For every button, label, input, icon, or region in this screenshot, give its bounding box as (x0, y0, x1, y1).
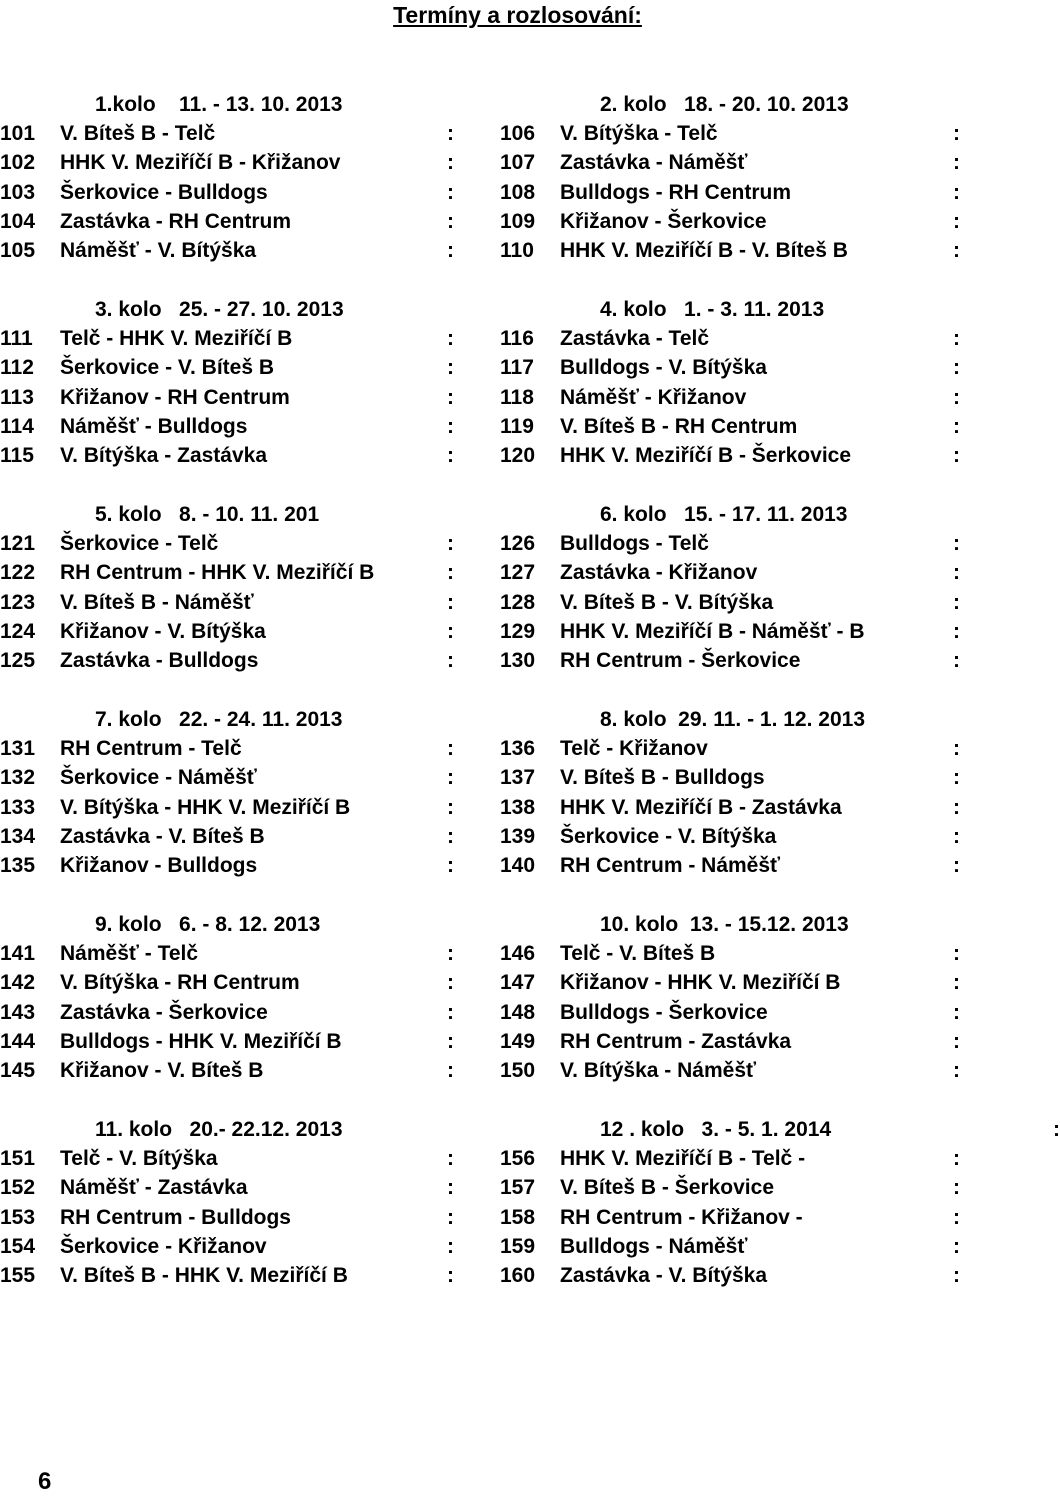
match-teams: Šerkovice - V. Bítýška (560, 824, 777, 848)
match-number: 145 (0, 1059, 36, 1083)
round-row (0, 295, 960, 500)
match-row (0, 646, 460, 675)
match-number: 148 (500, 1000, 536, 1024)
round-block (0, 500, 460, 705)
match-teams: V. Bítýška - HHK V. Meziříčí B (60, 795, 351, 819)
match-row (500, 646, 960, 675)
match-number: 105 (0, 239, 36, 263)
match-score-colon: : (447, 619, 454, 643)
match-teams: Telč - Křižanov (560, 737, 708, 760)
match-row (500, 1144, 960, 1173)
match-score-colon: : (447, 209, 454, 233)
match-teams: Šerkovice - V. Bíteš B (60, 356, 274, 380)
round-header (600, 1115, 1060, 1144)
round-header-text: 4. kolo 1. - 3. 11. 2013 (600, 298, 825, 321)
match-row (500, 939, 960, 968)
match-teams: Telč - HHK V. Meziříčí B (60, 327, 293, 350)
match-number: 135 (0, 854, 36, 878)
round-header-text: 11. kolo 20.- 22.12. 2013 (95, 1118, 343, 1141)
round-row (0, 1115, 1060, 1320)
match-number: 132 (0, 766, 36, 790)
match-teams: HHK V. Meziříčí B - Křižanov (60, 151, 341, 175)
rounds-grid (0, 90, 1060, 1320)
match-score-colon: : (953, 824, 960, 848)
match-row (0, 939, 460, 968)
match-list (0, 1144, 460, 1290)
match-number: 111 (0, 327, 33, 350)
match-score-colon: : (953, 971, 960, 995)
match-score-colon: : (953, 1176, 960, 1200)
match-teams: V. Bítýška - Zastávka (60, 444, 268, 468)
match-number: 116 (500, 327, 534, 350)
match-row (500, 734, 960, 763)
match-score-colon: : (953, 619, 960, 643)
match-number: 155 (0, 1264, 36, 1288)
match-teams: RH Centrum - Šerkovice (560, 649, 801, 673)
match-row (500, 851, 960, 880)
match-score-colon: : (447, 649, 454, 673)
match-score-colon: : (447, 239, 454, 263)
match-number: 117 (500, 356, 534, 380)
match-score-colon: : (953, 649, 960, 673)
match-score-colon: : (447, 795, 454, 819)
match-teams: Bulldogs - Telč (560, 532, 709, 555)
match-list (500, 939, 960, 1085)
match-score-colon: : (953, 209, 960, 233)
match-row (0, 324, 460, 353)
match-score-colon: : (447, 1176, 454, 1200)
match-number: 158 (500, 1205, 536, 1229)
match-row (500, 148, 960, 177)
match-teams: Šerkovice - Telč (60, 532, 219, 555)
match-teams: HHK V. Meziříčí B - Náměšť - B (560, 619, 865, 643)
match-teams: RH Centrum - Náměšť (560, 854, 781, 878)
match-row (0, 558, 460, 587)
match-number: 109 (500, 209, 536, 233)
match-score-colon: : (447, 1205, 454, 1229)
match-score-colon: : (447, 766, 454, 790)
match-number: 131 (0, 737, 36, 760)
match-number: 141 (0, 942, 36, 965)
match-score-colon: : (447, 1147, 454, 1170)
match-teams: HHK V. Meziříčí B - V. Bíteš B (560, 239, 848, 263)
round-block (500, 705, 960, 910)
match-row (0, 1261, 460, 1290)
match-row (0, 1203, 460, 1232)
match-row (0, 178, 460, 207)
round-row (0, 910, 960, 1115)
match-number: 142 (0, 971, 36, 995)
round-block (500, 1115, 1060, 1320)
match-row (0, 529, 460, 558)
match-number: 125 (0, 649, 36, 673)
match-score-colon: : (953, 561, 960, 585)
match-list (0, 324, 460, 470)
match-score-colon: : (953, 180, 960, 204)
match-score-colon: : (447, 737, 454, 760)
match-number: 150 (500, 1059, 536, 1083)
match-number: 144 (0, 1029, 36, 1053)
match-row (0, 441, 460, 470)
match-number: 118 (500, 385, 534, 409)
match-teams: Křižanov - Bulldogs (60, 854, 258, 878)
match-teams: V. Bíteš B - HHK V. Meziříčí B (60, 1264, 348, 1288)
match-score-colon: : (953, 532, 960, 555)
round-block (0, 1115, 460, 1320)
match-row (500, 1261, 960, 1290)
round-header-text: 8. kolo 29. 11. - 1. 12. 2013 (600, 708, 866, 731)
match-row (500, 793, 960, 822)
match-number: 126 (500, 532, 536, 555)
match-teams: Zastávka - V. Bítýška (560, 1264, 768, 1288)
match-row (0, 588, 460, 617)
match-score-colon: : (447, 942, 454, 965)
match-score-colon: : (447, 824, 454, 848)
match-row (500, 1232, 960, 1261)
match-row (0, 353, 460, 382)
match-score-colon: : (953, 1059, 960, 1083)
match-teams: V. Bíteš B - V. Bítýška (560, 590, 774, 614)
match-teams: RH Centrum - Křižanov - (560, 1205, 803, 1229)
match-row (0, 1027, 460, 1056)
match-teams: Náměšť - Zastávka (60, 1176, 248, 1200)
match-teams: RH Centrum - HHK V. Meziříčí B (60, 561, 375, 585)
match-number: 110 (500, 239, 534, 263)
match-number: 157 (500, 1176, 536, 1200)
match-row (0, 1232, 460, 1261)
match-number: 139 (500, 824, 536, 848)
match-score-colon: : (953, 444, 960, 468)
round-header (95, 295, 344, 324)
match-row (500, 588, 960, 617)
match-number: 123 (0, 590, 36, 614)
match-number: 128 (500, 590, 536, 614)
match-row (500, 353, 960, 382)
match-number: 140 (500, 854, 536, 878)
match-teams: Zastávka - Bulldogs (60, 649, 259, 673)
match-teams: V. Bítýška - RH Centrum (60, 971, 300, 995)
match-row (0, 968, 460, 997)
match-score-colon: : (447, 1264, 454, 1288)
match-number: 106 (500, 122, 536, 145)
match-teams: V. Bíteš B - Šerkovice (560, 1176, 774, 1200)
match-score-colon: : (953, 1234, 960, 1258)
match-teams: V. Bíteš B - RH Centrum (560, 414, 798, 438)
match-score-colon: : (953, 414, 960, 438)
match-row (0, 412, 460, 441)
match-row (500, 207, 960, 236)
match-teams: Šerkovice - Náměšť (60, 766, 257, 790)
match-list (0, 939, 460, 1085)
round-header (600, 295, 824, 324)
match-row (500, 558, 960, 587)
round-block (0, 90, 460, 295)
match-score-colon: : (447, 385, 454, 409)
match-row (0, 998, 460, 1027)
match-row (500, 324, 960, 353)
match-number: 103 (0, 180, 36, 204)
match-teams: RH Centrum - Bulldogs (60, 1205, 291, 1229)
match-teams: Křižanov - V. Bíteš B (60, 1059, 264, 1083)
match-teams: Zastávka - V. Bíteš B (60, 824, 265, 848)
round-header (95, 90, 343, 119)
match-number: 121 (0, 532, 36, 555)
match-list (500, 1144, 960, 1290)
match-row (500, 763, 960, 792)
page-number: 6 (38, 1468, 52, 1495)
match-number: 107 (500, 151, 536, 175)
round-block (500, 90, 960, 295)
match-teams: Bulldogs - RH Centrum (560, 180, 791, 204)
match-number: 147 (500, 971, 536, 995)
match-row (0, 1056, 460, 1085)
match-number: 115 (0, 444, 34, 468)
match-teams: Šerkovice - Bulldogs (60, 180, 268, 204)
match-teams: RH Centrum - Zastávka (560, 1029, 792, 1053)
match-row (0, 793, 460, 822)
round-header-text: 9. kolo 6. - 8. 12. 2013 (95, 913, 321, 936)
round-block (0, 705, 460, 910)
match-teams: Zastávka - Náměšť (560, 151, 748, 175)
match-number: 133 (0, 795, 36, 819)
match-number: 152 (0, 1176, 36, 1200)
match-row (0, 851, 460, 880)
match-number: 127 (500, 561, 536, 585)
round-block (500, 910, 960, 1115)
match-number: 146 (500, 942, 536, 965)
match-number: 119 (500, 414, 534, 438)
round-header-text: 1.kolo 11. - 13. 10. 2013 (95, 93, 343, 116)
match-score-colon: : (953, 795, 960, 819)
match-row (500, 1203, 960, 1232)
round-header-text: 10. kolo 13. - 15.12. 2013 (600, 913, 849, 936)
match-score-colon: : (447, 180, 454, 204)
match-teams: Křižanov - HHK V. Meziříčí B (560, 971, 841, 995)
match-score-colon: : (447, 1059, 454, 1083)
match-number: 138 (500, 795, 536, 819)
match-score-colon: : (953, 122, 960, 145)
match-number: 102 (0, 151, 36, 175)
match-row (0, 1173, 460, 1202)
match-teams: V. Bíteš B - Náměšť (60, 590, 254, 614)
match-score-colon: : (953, 327, 960, 350)
match-row (0, 236, 460, 265)
round-header (600, 90, 849, 119)
match-score-colon: : (447, 1234, 454, 1258)
match-score-colon: : (447, 151, 454, 175)
match-list (500, 119, 960, 265)
match-teams: Náměšť - Telč (60, 942, 199, 965)
match-teams: HHK V. Meziříčí B - Zastávka (560, 795, 842, 819)
match-teams: Zastávka - RH Centrum (60, 209, 292, 233)
match-row (500, 178, 960, 207)
round-header-text: 12 . kolo 3. - 5. 1. 2014 (600, 1118, 832, 1141)
match-score-colon: : (953, 854, 960, 878)
match-teams: Náměšť - Křižanov (560, 385, 747, 409)
match-number: 104 (0, 209, 36, 233)
match-row (500, 617, 960, 646)
round-header-text: 6. kolo 15. - 17. 11. 2013 (600, 503, 848, 526)
match-score-colon: : (447, 1029, 454, 1053)
match-number: 134 (0, 824, 36, 848)
match-score-colon: : (447, 356, 454, 380)
match-row (500, 529, 960, 558)
match-score-colon: : (447, 122, 454, 145)
round-header-text: 5. kolo 8. - 10. 11. 201 (95, 503, 320, 526)
match-score-colon: : (447, 444, 454, 468)
round-header-text: 7. kolo 22. - 24. 11. 2013 (95, 708, 343, 731)
match-row (0, 734, 460, 763)
match-row (0, 617, 460, 646)
round-header (95, 500, 319, 529)
match-teams: Bulldogs - Šerkovice (560, 1000, 768, 1024)
match-number: 151 (0, 1147, 36, 1170)
round-block (500, 500, 960, 705)
match-score-colon: : (953, 942, 960, 965)
round-row (0, 90, 960, 295)
match-row (500, 236, 960, 265)
match-row (500, 968, 960, 997)
match-row (500, 1173, 960, 1202)
match-number: 108 (500, 180, 536, 204)
round-header (600, 910, 849, 939)
match-teams: Bulldogs - Náměšť (560, 1234, 748, 1258)
match-score-colon: : (953, 590, 960, 614)
round-header (600, 705, 865, 734)
match-row (500, 1056, 960, 1085)
match-number: 124 (0, 619, 36, 643)
match-teams: RH Centrum - Telč (60, 737, 242, 760)
match-number: 129 (500, 619, 536, 643)
match-score-colon: : (953, 385, 960, 409)
match-row (0, 763, 460, 792)
round-header-text: 2. kolo 18. - 20. 10. 2013 (600, 93, 849, 116)
match-number: 101 (0, 122, 36, 145)
match-number: 130 (500, 649, 536, 673)
match-score-colon: : (953, 239, 960, 263)
match-teams: Telč - V. Bítýška (60, 1147, 218, 1170)
match-list (0, 529, 460, 675)
match-teams: Zastávka - Šerkovice (60, 1000, 268, 1024)
match-list (500, 734, 960, 880)
match-teams: Zastávka - Křižanov (560, 561, 758, 585)
match-row (500, 119, 960, 148)
match-score-colon: : (447, 590, 454, 614)
match-score-colon: : (953, 151, 960, 175)
round-header-text: 3. kolo 25. - 27. 10. 2013 (95, 298, 344, 321)
match-teams: V. Bíteš B - Telč (60, 122, 216, 145)
round-row (0, 705, 960, 910)
match-teams: Křižanov - Šerkovice (560, 209, 767, 233)
match-row (500, 998, 960, 1027)
match-teams: Bulldogs - HHK V. Meziříčí B (60, 1029, 342, 1053)
match-list (0, 734, 460, 880)
match-row (0, 148, 460, 177)
match-score-colon: : (447, 971, 454, 995)
match-number: 153 (0, 1205, 36, 1229)
match-row (0, 383, 460, 412)
match-score-colon: : (953, 1147, 960, 1170)
match-score-colon: : (953, 356, 960, 380)
match-number: 113 (0, 385, 34, 409)
match-row (0, 1144, 460, 1173)
match-teams: HHK V. Meziříčí B - Telč - (560, 1147, 806, 1170)
match-number: 122 (0, 561, 36, 585)
page-title: Termíny a rozlosování: (393, 2, 642, 28)
match-teams: Křižanov - RH Centrum (60, 385, 290, 409)
match-number: 149 (500, 1029, 536, 1053)
match-teams: Náměšť - V. Bítýška (60, 239, 257, 263)
match-list (0, 119, 460, 265)
match-score-colon: : (953, 1029, 960, 1053)
round-header (600, 500, 848, 529)
match-teams: HHK V. Meziříčí B - Šerkovice (560, 444, 852, 468)
match-teams: V. Bítýška - Náměšť (560, 1059, 757, 1083)
match-row (500, 1027, 960, 1056)
match-row (500, 441, 960, 470)
match-list (500, 529, 960, 675)
match-score-colon: : (953, 1000, 960, 1024)
round-header (95, 1115, 343, 1144)
match-number: 120 (500, 444, 536, 468)
match-number: 156 (500, 1147, 536, 1170)
match-score-colon: : (953, 1264, 960, 1288)
match-row (0, 207, 460, 236)
match-number: 160 (500, 1264, 536, 1288)
match-score-colon: : (447, 414, 454, 438)
round-block (0, 295, 460, 500)
round-block (500, 295, 960, 500)
match-number: 143 (0, 1000, 36, 1024)
round-block (0, 910, 460, 1115)
match-score-colon: : (447, 854, 454, 878)
match-row (500, 383, 960, 412)
match-score-colon: : (447, 1000, 454, 1024)
match-score-colon: : (447, 532, 454, 555)
round-header-colon: : (1053, 1118, 1060, 1141)
round-header (95, 910, 320, 939)
match-score-colon: : (953, 737, 960, 760)
match-list (500, 324, 960, 470)
match-teams: V. Bíteš B - Bulldogs (560, 766, 765, 790)
round-row (0, 500, 960, 705)
match-score-colon: : (953, 1205, 960, 1229)
match-row (500, 412, 960, 441)
match-number: 154 (0, 1234, 36, 1258)
match-score-colon: : (447, 561, 454, 585)
match-row (0, 119, 460, 148)
match-number: 136 (500, 737, 536, 760)
match-score-colon: : (447, 327, 454, 350)
match-teams: Zastávka - Telč (560, 327, 710, 350)
match-score-colon: : (953, 766, 960, 790)
match-number: 159 (500, 1234, 536, 1258)
round-header (95, 705, 343, 734)
match-number: 114 (0, 414, 34, 438)
match-teams: V. Bítýška - Telč (560, 122, 718, 145)
match-teams: Bulldogs - V. Bítýška (560, 356, 767, 380)
match-number: 112 (0, 356, 34, 380)
match-teams: Křižanov - V. Bítýška (60, 619, 266, 643)
match-row (0, 822, 460, 851)
match-teams: Telč - V. Bíteš B (560, 942, 716, 965)
match-teams: Šerkovice - Křižanov (60, 1234, 267, 1258)
match-teams: Náměšť - Bulldogs (60, 414, 248, 438)
match-row (500, 822, 960, 851)
match-number: 137 (500, 766, 536, 790)
